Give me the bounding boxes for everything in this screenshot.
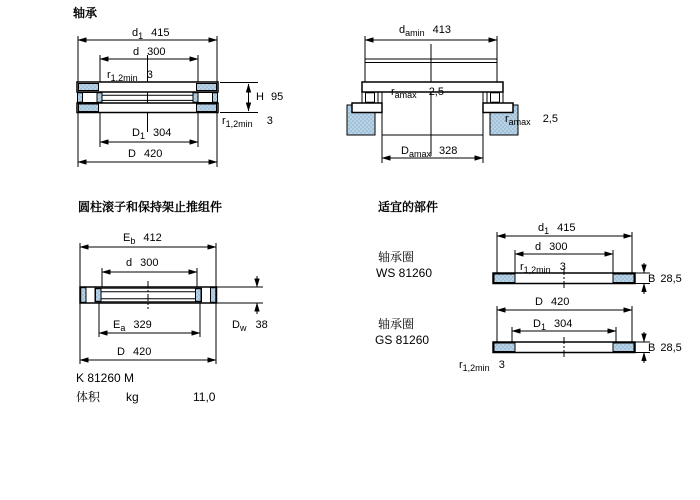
dim-label-ws-B: B 28,5 <box>648 273 682 285</box>
assembly-designation: K 81260 M <box>76 371 135 385</box>
section-title-assembly: 圆柱滚子和保持架止推组件 <box>78 200 223 214</box>
shaft-washer-drawing <box>493 222 682 294</box>
dim-label-D: D 420 <box>128 148 163 160</box>
dim-label-damin: $d_{amin}$ 413 <box>399 24 451 38</box>
shaft-washer-designation: WS 81260 <box>376 266 433 280</box>
dim-label-ws-r12: $r_{1,2min}$ 3 <box>520 261 566 275</box>
mass-unit: kg <box>126 390 139 404</box>
dim-label-gs-B: B 28,5 <box>648 342 682 354</box>
dim-label-gs-r12: $r_{1,2min}$ 3 <box>459 359 505 373</box>
housing-washer-drawing <box>459 296 682 373</box>
mass-label: 体积 <box>76 390 101 404</box>
dim-label-d1: $d_1$ 415 <box>132 27 170 41</box>
mass-value: 11,0 <box>193 390 216 404</box>
dim-label-Damax: $D_{amax}$ 328 <box>401 145 458 159</box>
dim-label-D1: $D_1$ 304 <box>132 127 172 141</box>
assembly-drawing <box>80 232 268 364</box>
dim-label-ws-d: d 300 <box>535 241 568 253</box>
section-title-suitable: 适宜的部件 <box>378 200 439 214</box>
bearing-drawing <box>77 27 283 167</box>
dim-label-d: d 300 <box>126 257 159 269</box>
dim-label-gs-D: D 420 <box>535 296 570 308</box>
dim-label-d: d 300 <box>133 46 166 58</box>
dim-label-ramax-side: $r_{amax}$ 2,5 <box>505 113 558 127</box>
dim-label-Ea: $E_a$ 329 <box>113 319 152 333</box>
dim-label-r12-top: $r_{1,2min}$ 3 <box>107 69 153 83</box>
housing-washer-designation: GS 81260 <box>375 333 430 347</box>
shaft-washer-label: 轴承圈 <box>378 250 415 264</box>
dim-label-Dw: $D_w$ 38 <box>232 319 268 333</box>
dim-label-D: D 420 <box>117 346 152 358</box>
section-title-bearing: 轴承 <box>73 6 98 20</box>
dim-label-ws-d1: $d_1$ 415 <box>538 222 576 236</box>
dim-label-gs-D1: $D_1$ 304 <box>533 318 573 332</box>
dim-label-H: H 95 <box>256 91 284 103</box>
housing-washer-label: 轴承圈 <box>378 317 415 331</box>
dim-label-Eb: $E_b$ 412 <box>123 232 162 246</box>
abutment-drawing <box>347 24 558 163</box>
dim-label-ramax-inner: $r_{amax}$ 2,5 <box>391 86 444 100</box>
dim-label-r12-side: $r_{1,2min}$ 3 <box>222 115 273 129</box>
